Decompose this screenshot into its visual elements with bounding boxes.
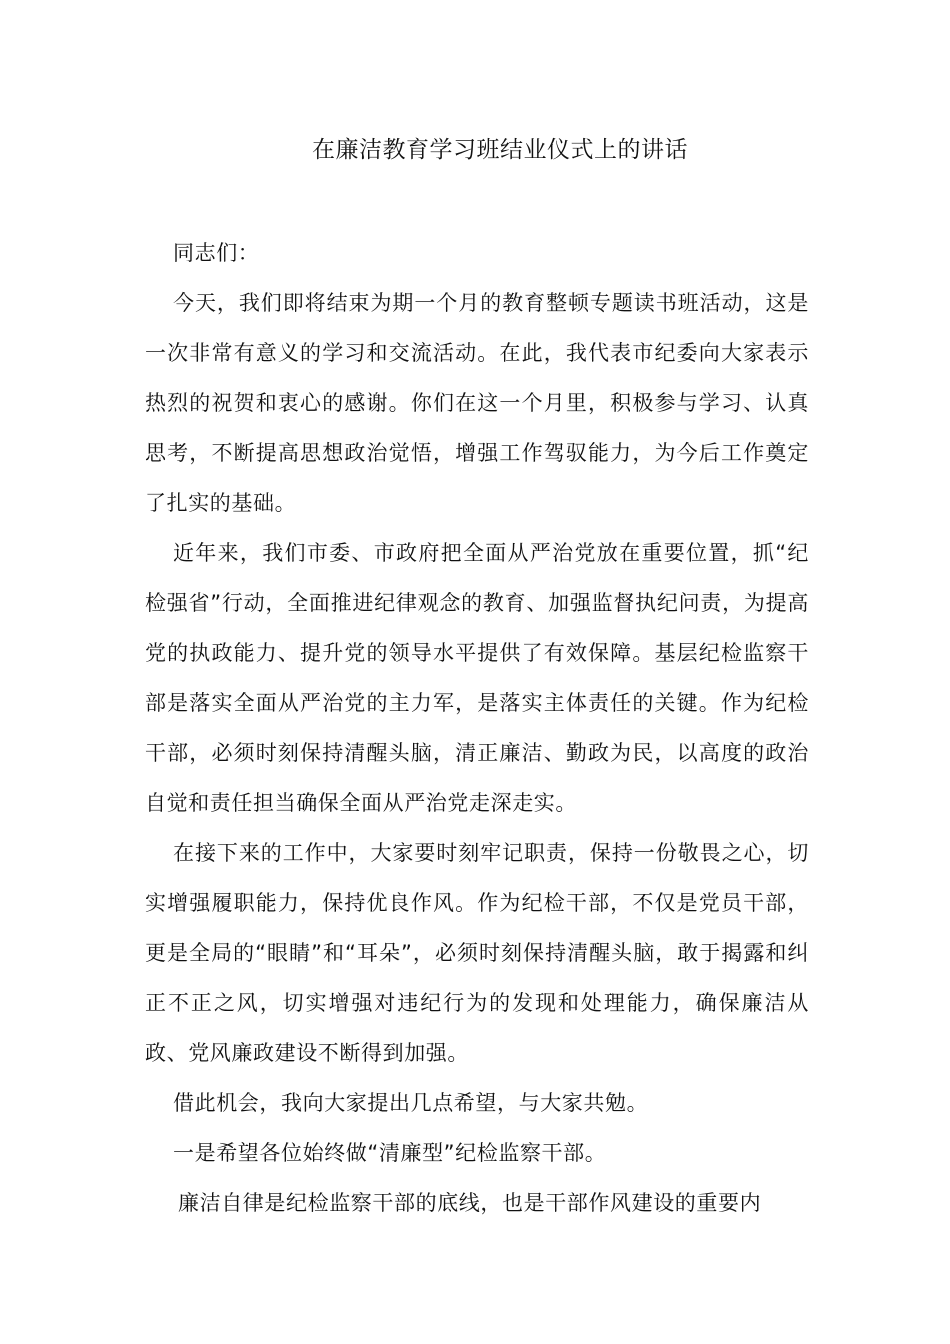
document-body [145, 228, 809, 1228]
body-paragraph-4: 借此机会，我向大家提出几点希望，与大家共勉。 [173, 1091, 649, 1115]
body-paragraph-2: 近年来，我们市委、市政府把全面从严治党放在重要位置，抓“纪检强省”行动，全面推进纪律观念的教育、加强监督执纪问责，为提高党的执政能力、提升党的领导水平提供了有效保障。基层纪检监察干部是落实全面从严治党的主力军，是落实主体责任的关键。作为纪检干部，必须时刻保持清醒头脑，清正廉洁、勤政为民，以高度的政治自觉和责任担当确保全面从严治党走深走实。 [145, 541, 809, 815]
document-title: 在廉洁教育学习班结业仪式上的讲话 [312, 137, 688, 163]
body-paragraph-5: 一是希望各位始终做“清廉型”纪检监察干部。 [173, 1141, 607, 1165]
salutation-paragraph: 同志们： [173, 241, 260, 265]
body-paragraph-6: 廉洁自律是纪检监察干部的底线，也是干部作风建设的重要内 [178, 1191, 762, 1215]
body-paragraph-1: 今天，我们即将结束为期一个月的教育整顿专题读书班活动，这是一次非常有意义的学习和交流活动。在此，我代表市纪委向大家表示热烈的祝贺和衷心的感谢。你们在这一个月里，积极参与学习、认真思考，不断提高思想政治觉悟，增强工作驾驭能力，为今后工作奠定了扎实的基础。 [145, 291, 809, 515]
body-paragraph-3: 在接下来的工作中，大家要时刻牢记职责，保持一份敬畏之心，切实增强履职能力，保持优良作风。作为纪检干部，不仅是党员干部，更是全局的“眼睛”和“耳朵”，必须时刻保持清醒头脑，敢于揭露和纠正不正之风，切实增强对违纪行为的发现和处理能力，确保廉洁从政、党风廉政建设不断得到加强。 [145, 841, 809, 1065]
